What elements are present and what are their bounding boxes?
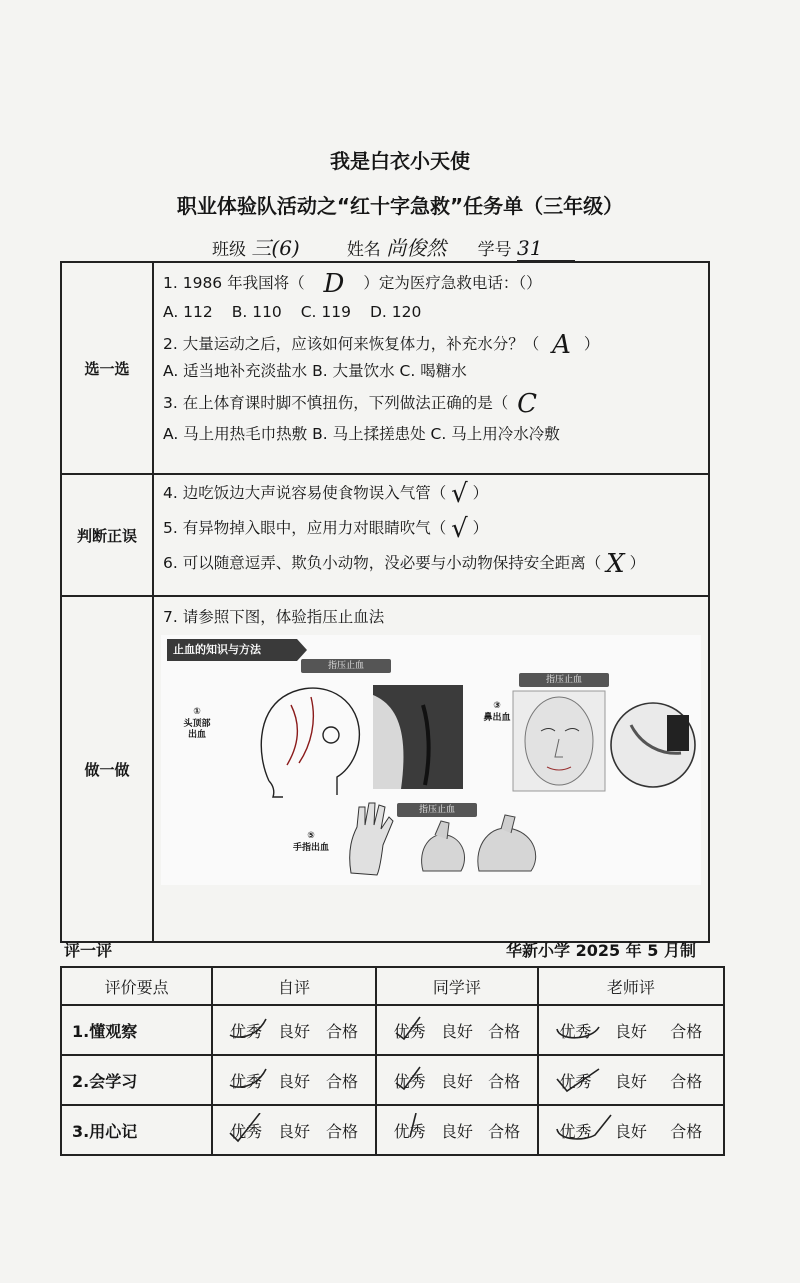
- class-label: 班级: [212, 240, 246, 260]
- question-1: 1. 1986 年我国将（ D ）定为医疗急救电话：（）: [163, 269, 542, 299]
- school-footer: 华新小学 2025 年 5 月制: [506, 941, 696, 960]
- grade-pass[interactable]: 合格: [325, 1071, 358, 1091]
- neck-photo: [373, 685, 463, 789]
- grade-pass[interactable]: 合格: [670, 1021, 703, 1041]
- grade-pass[interactable]: 合格: [488, 1021, 521, 1041]
- section-label-choose: 选一选: [61, 262, 153, 474]
- grade-pass[interactable]: 合格: [670, 1071, 703, 1091]
- grade-excellent[interactable]: 优秀: [230, 1069, 262, 1092]
- student-info: [212, 232, 575, 262]
- evaluation-header-row: [61, 967, 724, 1005]
- grade-good[interactable]: 良好: [614, 1021, 647, 1041]
- question-3-options: A. 马上用热毛巾热敷 B. 马上揉搓患处 C. 马上用冷水冷敷: [163, 425, 560, 443]
- nose-press-closeup: [611, 703, 695, 787]
- answer-6[interactable]: X: [606, 549, 625, 579]
- figure-banner: 止血的知识与方法: [167, 639, 297, 661]
- question-2: 2. 大量运动之后，应该如何来恢复体力，补充水分？（ A ）: [163, 330, 600, 360]
- figure-tag-3: 指压止血: [397, 803, 477, 817]
- row-label: 1.懂观察: [61, 1005, 212, 1055]
- grade-excellent[interactable]: 优秀: [230, 1019, 262, 1042]
- grade-pass[interactable]: 合格: [488, 1121, 521, 1141]
- answer-3[interactable]: C: [517, 389, 538, 419]
- question-5: 5. 有异物掉入眼中，应用力对眼睛吹气（ √ ）: [163, 514, 489, 544]
- header-points: 评价要点: [61, 967, 212, 1005]
- grade-good[interactable]: 良好: [614, 1071, 647, 1091]
- number-field[interactable]: 31: [517, 236, 575, 261]
- answer-4[interactable]: √: [451, 479, 468, 509]
- evaluation-row: [61, 1105, 724, 1155]
- answer-1[interactable]: D: [323, 269, 345, 299]
- grade-good[interactable]: 良好: [278, 1021, 311, 1041]
- question-6: 6. 可以随意逗弄、欺负小动物，没必要与小动物保持安全距离（ X ）: [163, 549, 646, 579]
- grade-excellent[interactable]: 优秀: [394, 1069, 426, 1092]
- section-judge: [61, 474, 709, 596]
- head-illustration: [261, 688, 359, 797]
- class-field[interactable]: 三(6): [251, 232, 341, 262]
- caption-hand: 手指出血: [292, 843, 329, 853]
- figure-tag-1: 指压止血: [301, 659, 391, 673]
- grade-pass[interactable]: 合格: [670, 1121, 703, 1141]
- caption-nose-number: ③: [493, 701, 501, 711]
- grade-good[interactable]: 良好: [278, 1121, 311, 1141]
- task-table: [60, 261, 710, 943]
- caption-head: 头顶部 出血: [183, 719, 211, 740]
- name-label: 姓名: [346, 240, 381, 260]
- hand-illustration: [350, 803, 393, 875]
- question-7: 7. 请参照下图，体验指压止血法: [163, 608, 385, 626]
- grade-good[interactable]: 良好: [440, 1121, 473, 1141]
- answer-2[interactable]: A: [552, 330, 571, 360]
- question-4: 4. 边吃饭边大声说容易使食物误入气管（ √ ）: [163, 479, 489, 509]
- name-field[interactable]: 尚俊然: [386, 232, 472, 262]
- answer-5[interactable]: √: [451, 514, 468, 544]
- grade-good[interactable]: 良好: [440, 1021, 473, 1041]
- row-label: 2.会学习: [61, 1055, 212, 1105]
- page-title: 我是白衣小天使: [330, 149, 470, 173]
- face-photo: [513, 691, 605, 791]
- caption-hand-number: ⑤: [307, 831, 315, 841]
- grade-excellent[interactable]: 优秀: [559, 1119, 591, 1142]
- caption-head-number: ①: [193, 707, 201, 717]
- evaluation-row: [61, 1055, 724, 1105]
- question-2-options: A. 适当地补充淡盐水 B. 大量饮水 C. 喝糖水: [163, 362, 467, 380]
- grade-good[interactable]: 良好: [614, 1121, 647, 1141]
- finger-press-photo-1: [422, 821, 465, 871]
- grade-excellent[interactable]: 优秀: [559, 1069, 591, 1092]
- section-choose: [61, 262, 709, 474]
- grade-pass[interactable]: 合格: [488, 1071, 521, 1091]
- grade-excellent[interactable]: 优秀: [394, 1119, 426, 1142]
- grade-pass[interactable]: 合格: [325, 1021, 358, 1041]
- grade-excellent[interactable]: 优秀: [559, 1019, 591, 1042]
- question-3: 3. 在上体育课时脚不慎扭伤，下列做法正确的是（ C: [163, 389, 538, 419]
- question-1-options: A. 112 B. 110 C. 119 D. 120: [163, 303, 422, 321]
- header-self: 自评: [212, 967, 376, 1005]
- grade-good[interactable]: 良好: [440, 1071, 473, 1091]
- finger-press-photo-2: [478, 815, 536, 871]
- grade-excellent[interactable]: 优秀: [230, 1119, 262, 1142]
- row-label: 3.用心记: [61, 1105, 212, 1155]
- evaluation-row: [61, 1005, 724, 1055]
- section-label-do: 做一做: [61, 596, 153, 942]
- page-subtitle: 职业体验队活动之“红十字急救”任务单（三年级）: [176, 194, 624, 218]
- figure-tag-2: 指压止血: [519, 673, 609, 687]
- grade-excellent[interactable]: 优秀: [394, 1019, 426, 1042]
- section-do: [61, 596, 709, 942]
- header-teacher: 老师评: [538, 967, 724, 1005]
- evaluation-table: [60, 966, 725, 1156]
- grade-good[interactable]: 良好: [278, 1071, 311, 1091]
- figure-illustrations: [161, 635, 701, 885]
- caption-nose: 鼻出血: [483, 713, 511, 723]
- grade-pass[interactable]: 合格: [325, 1121, 358, 1141]
- first-aid-figure: [161, 635, 701, 885]
- header-peer: 同学评: [376, 967, 538, 1005]
- evaluation-label: 评一评: [64, 941, 113, 960]
- section-label-judge: 判断正误: [61, 474, 153, 596]
- number-label: 学号: [477, 240, 512, 260]
